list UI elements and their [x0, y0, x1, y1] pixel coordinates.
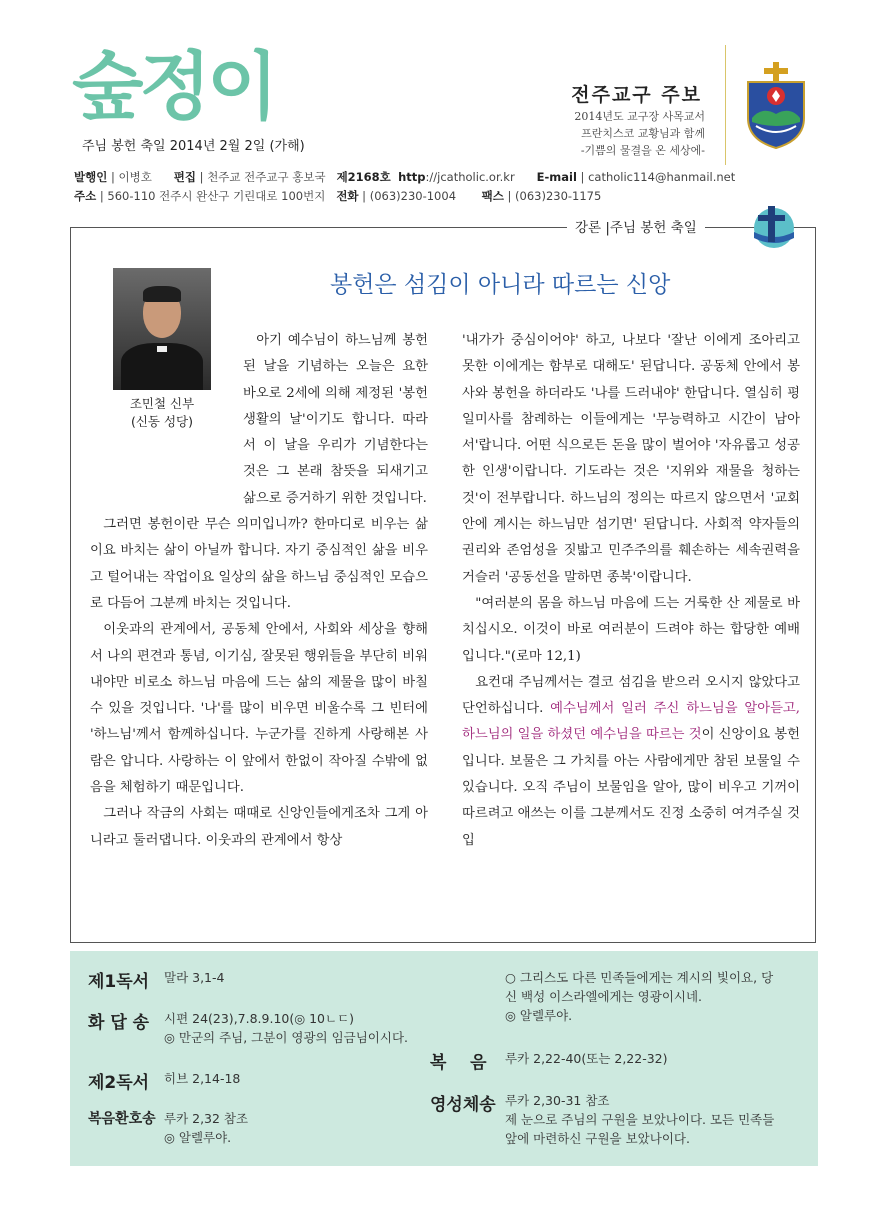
alleluia-label: 복음환호송 [88, 1111, 156, 1127]
paragraph-text: 이 신앙이요 봉헌입니다. 보물은 그 가치를 아는 사람에게만 참된 보물일 수 있습니다. 오직 주님이 보물임을 알아, 많이 비우고 기꺼이 따르려고 애쓰는 이를 그분께서도 진정 소중히 여겨주실 것입 [462, 727, 800, 848]
first-reading-ref: 말라 3,1-4 [164, 970, 225, 985]
paragraph: 그러나 작금의 사회는 때때로 신앙인들에게조차 그게 아니라고 둘러댑니다. 이웃과의 관계에서 항상 [90, 806, 428, 848]
paragraph: 아기 예수님이 하느님께 봉헌된 날을 기념하는 오늘은 요한 바오로 2세에 의해 제정된 '봉헌생활의 날'이기도 합니다. 따라서 이 날을 우리가 기념한다는 것은 그 본래 참뜻을 되새기고 삶으로 증거하기 위한 것입니다. [243, 333, 428, 506]
phone: (063)230-1004 [369, 189, 457, 203]
communion-line: 제 눈으로 주님의 구원을 보았나이다. 모든 민족들 [505, 1112, 775, 1127]
alleluia-ref: 루카 2,32 참조 [164, 1111, 249, 1126]
pastoral-motto [574, 108, 705, 159]
phone-label: 전화 [336, 189, 359, 203]
http-label: http [398, 170, 426, 184]
highlight-text: 예수님께서 일러 주신 하느님을 알아듣고, 하느님의 일을 하셨던 예수님을 따르는 것 [462, 701, 800, 743]
diocese-title: 전주교구 주보 [571, 84, 702, 106]
cross-icon [748, 202, 796, 250]
motto-line: 2014년도 교구장 사목교서 [574, 110, 705, 123]
author-name: 조민철 신부 [129, 396, 195, 411]
fax: (063)230-1175 [515, 189, 602, 203]
issue-date: 주님 봉헌 축일 2014년 2월 2일 (가해) [82, 139, 305, 154]
publisher-label: 발행인 [74, 170, 108, 184]
verse-line: ○ 그리스도 다른 민족들에게는 계시의 빛이요, 당 [505, 970, 774, 985]
issue-number: 제2168호 [336, 170, 391, 184]
second-reading-label: 제2독서 [88, 1073, 150, 1093]
verse-line: 신 백성 이스라엘에게는 영광이시네. [505, 989, 703, 1004]
motto-line: 프란치스코 교황님과 함께 [581, 127, 705, 140]
paragraph: 이웃과의 관계에서, 공동체 안에서, 사회와 세상을 향해서 나의 편견과 통념, 이기심, 잘못된 행위들을 부단히 비워내야만 비로소 하느님 마음에 드는 삶의 제물을 많이 바칠 수 있을 것입니다. '나'를 많이 비우면 비울수록 그 빈터에 '하느님'께서 함께하십니다. 누군가를 진하게 사랑해본 사람은 압니다. 사랑하는 이 앞에서 한없이 작아질 수밖에 없음을 체험하기 때문입니다. [90, 622, 428, 796]
divider [725, 45, 726, 165]
masthead-logo: 숲정이 [72, 44, 275, 130]
paragraph: '내가가 중심이어야' 하고, 나보다 '잘난 이에게 조아리고 못한 이에게는 함부로 대해도' 된답니다. 공동체 안에서 봉사와 봉헌을 하더라도 '나를 드러내야' 한답니다. 열심히 평일미사를 참례하는 이들에게는 '무능력하고 시간이 남아서'랍니다. 어떤 식으로든 돈을 많이 벌어야 '자유롭고 성공한 인생'이랍니다. 기도라는 것은 '지위와 재물을 청하는 것'이 전부랍니다. 하느님의 정의는 따르지 않으면서 '교회 안에 계시는 하느님만 섬기면' 된답니다. 사회적 약자들의 권리와 존엄성을 짓밟고 민주주의를 훼손하는 세속권력을 거슬러 '공동선을 말하면 종북'이랍니다. [462, 333, 800, 585]
communion-line: 앞에 마련하신 구원을 보았나이다. [505, 1131, 690, 1146]
address: 560-110 전주시 완산구 기린대로 100번지 [107, 189, 326, 203]
verse-response: ◎ 알렐루야. [505, 1008, 573, 1023]
second-reading-ref: 히브 2,14-18 [164, 1071, 241, 1086]
publisher: 이병호 [118, 170, 152, 184]
column-right [462, 328, 800, 854]
author-parish: (신동 성당) [130, 414, 194, 429]
paragraph-text: 요컨대 주님께서는 결코 섬김을 받으러 오시지 않았다고 단언하십니다. [462, 674, 800, 717]
column-left [90, 328, 428, 854]
diocese-crest-icon [742, 60, 810, 150]
email-link[interactable]: catholic114@hanmail.net [588, 170, 736, 184]
alleluia-response: ◎ 알렐루야. [164, 1130, 232, 1145]
motto-line: -기쁨의 물결을 온 세상에- [580, 144, 705, 157]
website-link[interactable]: ://jcatholic.or.kr [425, 170, 515, 184]
communion-label: 영성체송 [430, 1095, 496, 1115]
headline: 봉헌은 섬김이 아니라 따르는 신앙 [330, 272, 671, 298]
gospel-ref: 루카 2,22-40(또는 2,22-32) [505, 1051, 668, 1066]
psalm-ref: 시편 24(23),7.8.9.10(◎ 10ㄴㄷ) [164, 1011, 355, 1026]
fax-label: 팩스 [481, 189, 504, 203]
communion-ref: 루카 2,30-31 참조 [505, 1093, 610, 1108]
section-label: 강론 |주님 봉헌 축일 [567, 216, 705, 236]
psalm-response: ◎ 만군의 주님, 그분이 영광의 임금님이시다. [164, 1030, 408, 1045]
gospel-label: 복 음 [430, 1053, 487, 1073]
paragraph [462, 670, 800, 854]
psalm-label: 화 답 송 [88, 1013, 150, 1033]
editor: 천주교 전주교구 홍보국 [207, 170, 326, 184]
email-label: E-mail [536, 170, 577, 184]
editor-label: 편집 [173, 170, 196, 184]
first-reading-label: 제1독서 [88, 972, 150, 992]
paragraph: 그러면 봉헌이란 무슨 의미입니까? 한마디로 비우는 삶이요 바치는 삶이 아닐까 합니다. 자기 중심적인 삶을 비우고 털어내는 작업이요 일상의 삶을 하느님 중심적인 모습으로 다듬어 그분께 바치는 것입니다. [90, 517, 428, 611]
publication-info: 발행인 | 이병호 편집 | 천주교 전주교구 홍보국 제2168호 http://jcatholic.or.kr E-mail | catholic114@hanmail.net 주소 | 560-110 전주시 완산구 기린대로 100번지 전화 | (063)230-1004 팩스 | (063)230-1175 [74, 170, 736, 203]
quote-paragraph: "여러분의 몸을 하느님 마음에 드는 거룩한 산 제물로 바치십시오. 이것이 바로 여러분이 드려야 하는 합당한 예배입니다."(로마 12,1) [462, 595, 800, 664]
address-label: 주소 [74, 189, 97, 203]
